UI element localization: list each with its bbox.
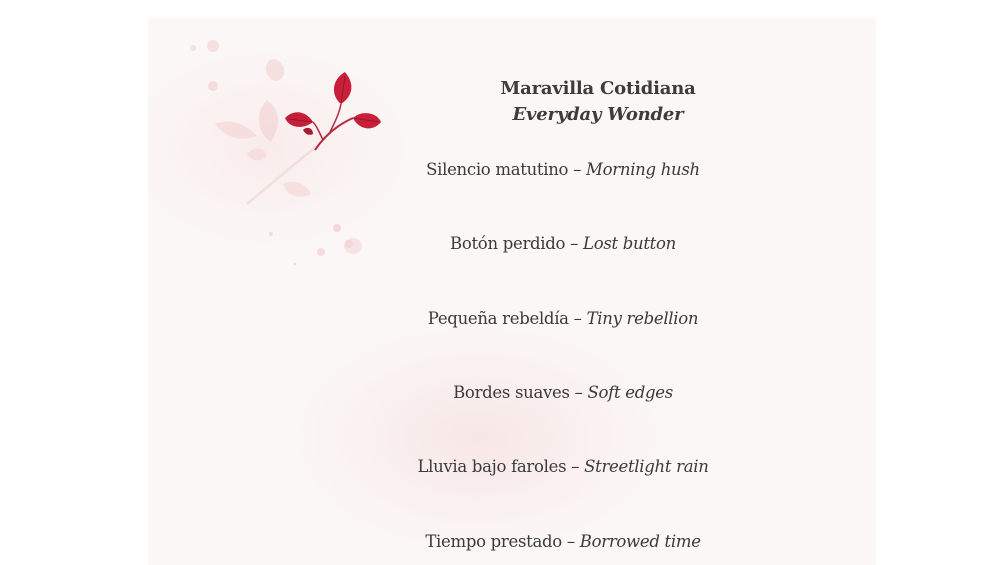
entry-separator: –: [573, 309, 582, 328]
list-item: [363, 457, 763, 476]
entry-spanish: Silencio matutino: [426, 160, 569, 179]
entry-separator: –: [571, 457, 580, 476]
list-item: [363, 383, 763, 402]
entry-separator: –: [570, 234, 579, 253]
title-spanish: Maravilla Cotidiana: [500, 78, 696, 99]
entry-spanish: Lluvia bajo faroles: [417, 457, 567, 476]
list-item: [363, 532, 763, 551]
entry-english: Morning hush: [586, 160, 700, 179]
entry-spanish: Pequeña rebeldía: [427, 309, 569, 328]
entry-english: Borrowed time: [579, 532, 701, 551]
entry-spanish: Tiempo prestado: [425, 532, 562, 551]
list-item: [363, 309, 763, 328]
entry-english: Streetlight rain: [584, 457, 709, 476]
list-item: [363, 160, 763, 179]
entry-separator: –: [566, 532, 575, 551]
entry-separator: –: [573, 160, 582, 179]
entry-english: Lost button: [583, 234, 676, 253]
entry-english: Soft edges: [587, 383, 673, 402]
entry-english: Tiny rebellion: [586, 309, 699, 328]
entry-spanish: Botón perdido: [450, 234, 566, 253]
title-english: Everyday Wonder: [512, 104, 684, 125]
list-item: [363, 234, 763, 253]
entry-spanish: Bordes suaves: [453, 383, 570, 402]
entry-separator: –: [574, 383, 583, 402]
